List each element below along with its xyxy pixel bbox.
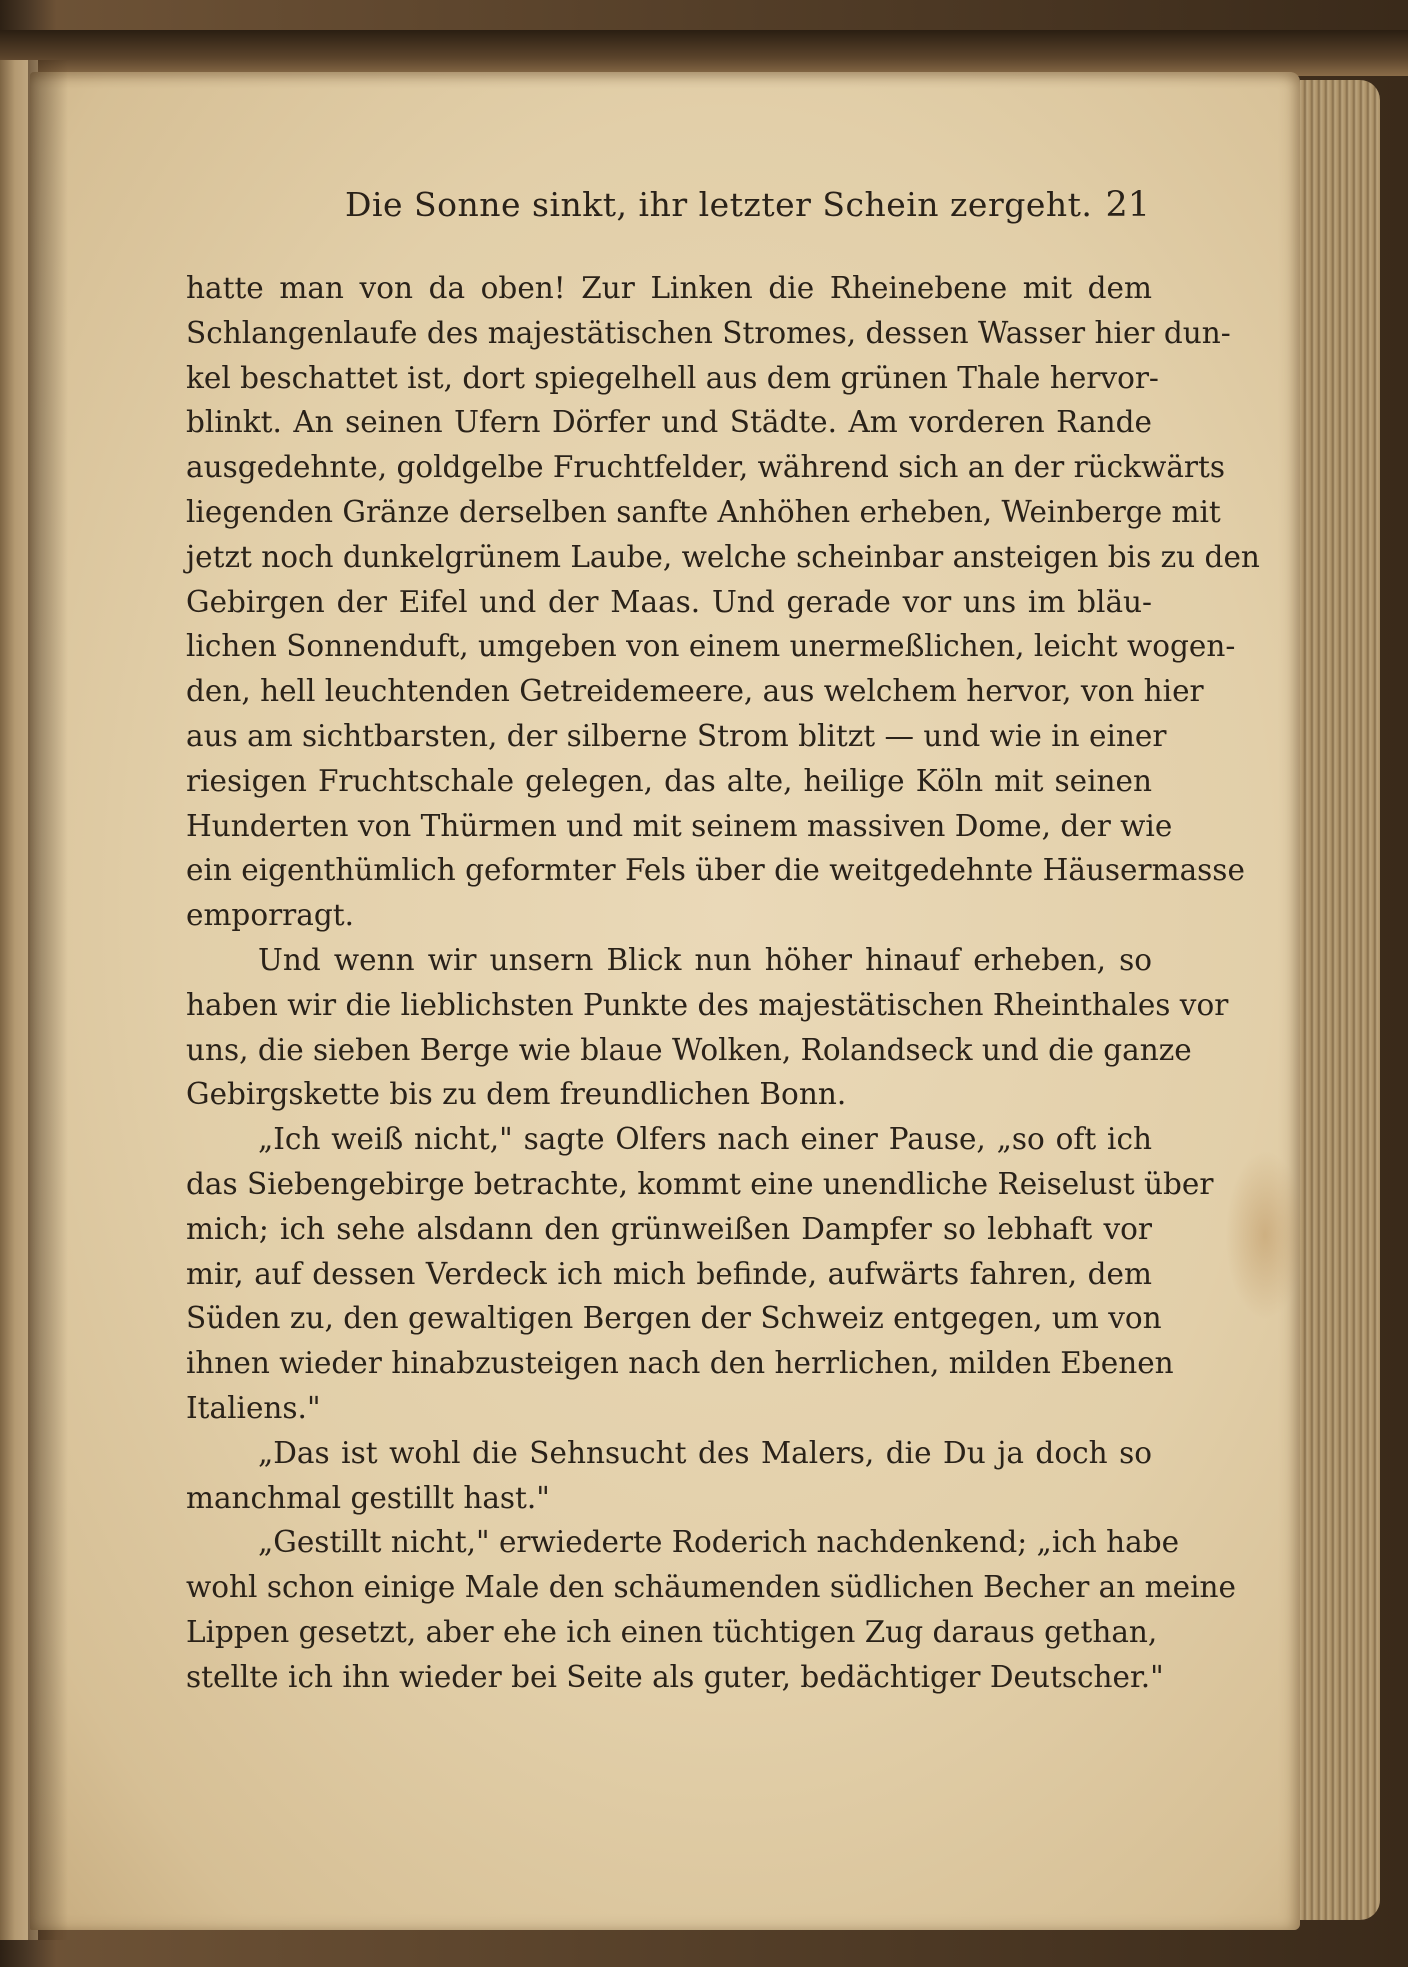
text-line: liegenden Gränze derselben sanfte Anhöhen erheben, Weinberge mit (186, 494, 1221, 529)
text-line: lichen Sonnenduft, umgeben von einem unermeßlichen, leicht wogen- (186, 629, 1236, 664)
running-head: Die Sonne sinkt, ihr letzter Schein zergeht. (345, 185, 1093, 224)
text-line: haben wir die lieblichsten Punkte des majestätischen Rheinthales vor (186, 987, 1229, 1022)
text-line: blinkt. An seinen Ufern Dörfer und Städte. Am vorderen Rande (186, 405, 1152, 440)
text-line: „Gestillt nicht," erwiederte Roderich nachdenkend; „ich habe (258, 1525, 1180, 1560)
page-header (185, 185, 1150, 235)
text-line: „Ich weiß nicht," sagte Olfers nach einer Pause, „so oft ich (258, 1122, 1152, 1157)
text-line: Schlangenlaufe des majestätischen Stromes, dessen Wasser hier dun- (186, 315, 1231, 350)
text-line: den, hell leuchtenden Getreidemeere, aus welchem hervor, von hier (186, 674, 1204, 709)
text-line: Süden zu, den gewaltigen Bergen der Schweiz entgegen, um von (186, 1301, 1162, 1336)
text-line: riesigen Fruchtschale gelegen, das alte, heilige Köln mit seinen (186, 763, 1152, 798)
text-line: Lippen gesetzt, aber ehe ich einen tüchtigen Zug daraus gethan, (186, 1614, 1158, 1649)
text-line: Gebirgen der Eifel und der Maas. Und gerade vor uns im bläu- (186, 584, 1152, 619)
text-line: das Siebengebirge betrachte, kommt eine unendliche Reiselust über (186, 1166, 1214, 1201)
text-line: mir, auf dessen Verdeck ich mich befinde, aufwärts fahren, dem (186, 1256, 1152, 1291)
text-line: mich; ich sehe alsdann den grünweißen Dampfer so lebhaft vor (186, 1211, 1152, 1246)
text-line: Hunderten von Thürmen und mit seinem massiven Dome, der wie (186, 808, 1173, 843)
text-line: „Das ist wohl die Sehnsucht des Malers, die Du ja doch so (258, 1435, 1152, 1470)
text-line: manchmal gestillt hast." (186, 1480, 550, 1515)
text-line: uns, die sieben Berge wie blaue Wolken, Rolandseck und die ganze (186, 1032, 1192, 1067)
text-line: aus am sichtbarsten, der silberne Strom blitzt — und wie in einer (186, 718, 1167, 753)
paper-stain (1225, 1150, 1305, 1320)
body-text (186, 266, 1260, 1700)
text-line: ein eigenthümlich geformter Fels über die weitgedehnte Häusermasse (186, 853, 1245, 888)
text-line: stellte ich ihn wieder bei Seite als guter, bedächtiger Deutscher." (186, 1659, 1164, 1694)
text-line: ausgedehnte, goldgelbe Fruchtfelder, während sich an der rückwärts (186, 450, 1225, 485)
text-line: Gebirgskette bis zu dem freundlichen Bonn. (186, 1077, 847, 1112)
text-line: wohl schon einige Male den schäumenden südlichen Becher an meine (186, 1570, 1236, 1605)
page-number: 21 (1105, 185, 1150, 225)
text-line: jetzt noch dunkelgrünem Laube, welche scheinbar ansteigen bis zu den (186, 539, 1260, 574)
text-line: Und wenn wir unsern Blick nun höher hinauf erheben, so (258, 942, 1152, 977)
spine-shadow (28, 60, 68, 1940)
page-stack-edges (1300, 80, 1380, 1920)
text-line: kel beschattet ist, dort spiegelhell aus dem grünen Thale hervor- (186, 360, 1159, 395)
text-line: hatte man von da oben! Zur Linken die Rheinebene mit dem (186, 271, 1152, 305)
text-line: ihnen wieder hinabzusteigen nach den herrlichen, milden Ebenen (186, 1346, 1174, 1381)
book-cover-top-edge (0, 30, 1408, 76)
text-line: emporragt. (186, 898, 354, 933)
text-line: Italiens." (186, 1390, 321, 1425)
